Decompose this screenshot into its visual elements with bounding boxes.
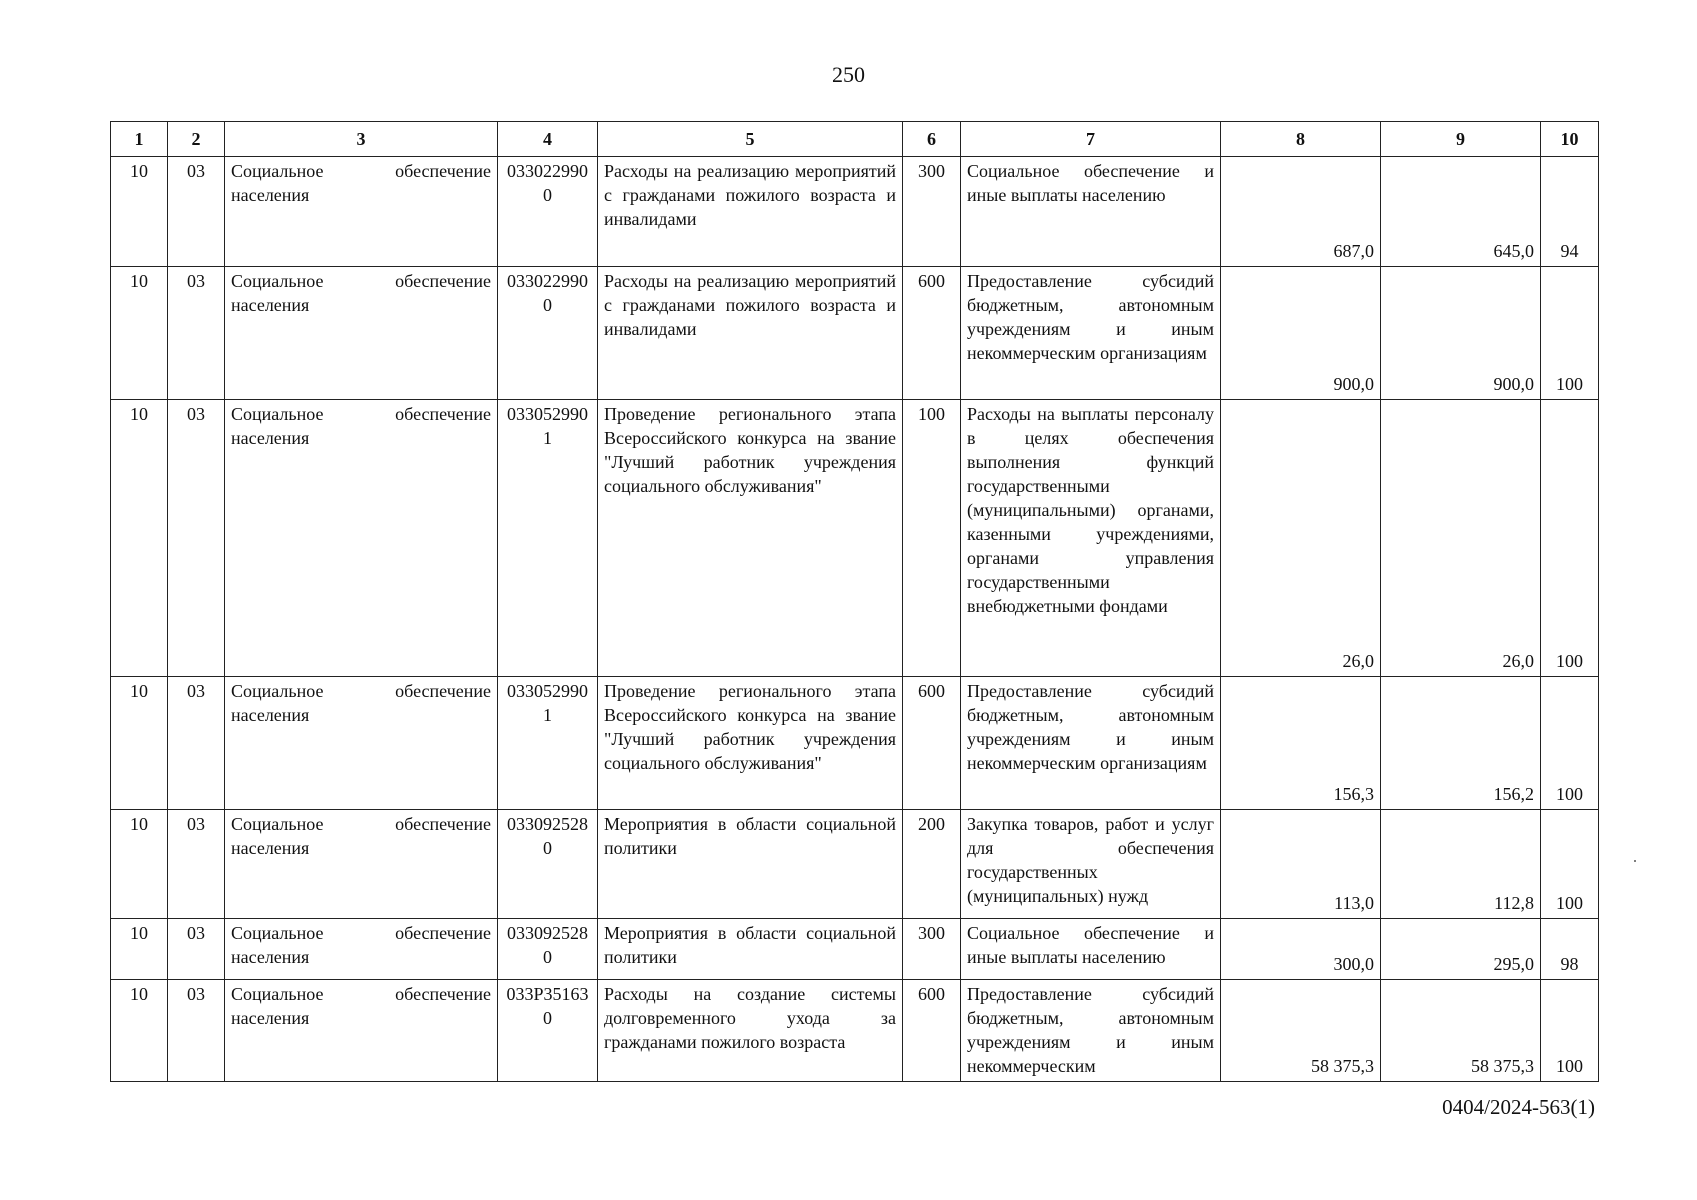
target-code-cell: 0330229900 <box>498 267 598 400</box>
planned-amount-cell: 26,0 <box>1221 400 1381 677</box>
actual-amount-cell: 645,0 <box>1381 157 1541 267</box>
expense-type-name-cell: Социальное обеспечение и иные выплаты населению <box>961 919 1221 980</box>
subsection-cell: 03 <box>168 810 225 919</box>
section-cell: 10 <box>111 677 168 810</box>
subsection-cell: 03 <box>168 919 225 980</box>
header-cell: 10 <box>1541 122 1599 157</box>
page-number: 250 <box>832 62 865 87</box>
section-cell: 10 <box>111 267 168 400</box>
actual-amount-cell: 26,0 <box>1381 400 1541 677</box>
subsection-cell: 03 <box>168 677 225 810</box>
actual-amount-cell: 156,2 <box>1381 677 1541 810</box>
section-cell: 10 <box>111 980 168 1082</box>
table-row <box>111 400 1599 677</box>
table-row <box>111 267 1599 400</box>
header-cell: 3 <box>225 122 498 157</box>
target-code-cell: 0330925280 <box>498 919 598 980</box>
planned-amount-cell: 113,0 <box>1221 810 1381 919</box>
section-cell: 10 <box>111 810 168 919</box>
subsection-cell: 03 <box>168 267 225 400</box>
table-row <box>111 157 1599 267</box>
table-row <box>111 677 1599 810</box>
expense-type-name-cell: Социальное обеспечение и иные выплаты населению <box>961 157 1221 267</box>
percent-cell: 98 <box>1541 919 1599 980</box>
header-cell: 9 <box>1381 122 1541 157</box>
percent-cell: 100 <box>1541 267 1599 400</box>
expense-type-code-cell: 600 <box>903 980 961 1082</box>
target-code-cell: 0330229900 <box>498 157 598 267</box>
subsection-cell: 03 <box>168 400 225 677</box>
expense-name-cell: Мероприятия в области социальной политики <box>598 810 903 919</box>
header-row <box>111 122 1599 157</box>
actual-amount-cell: 295,0 <box>1381 919 1541 980</box>
expense-name-cell: Расходы на реализацию мероприятий с гражданами пожилого возраста и инвалидами <box>598 157 903 267</box>
expense-name-cell: Расходы на создание системы долговременного ухода за гражданами пожилого возраста <box>598 980 903 1082</box>
section-name-cell: Социальное обеспечение населения <box>225 267 498 400</box>
planned-amount-cell: 300,0 <box>1221 919 1381 980</box>
section-name-cell: Социальное обеспечение населения <box>225 810 498 919</box>
scan-speck <box>1634 860 1636 862</box>
section-name-cell: Социальное обеспечение населения <box>225 157 498 267</box>
expense-type-code-cell: 300 <box>903 157 961 267</box>
header-cell: 5 <box>598 122 903 157</box>
expense-type-name-cell: Расходы на выплаты персоналу в целях обеспечения выполнения функций государственными (муниципальными) органами, казенными учреждениями, органами управления государственными внебюджетными фондами <box>961 400 1221 677</box>
section-cell: 10 <box>111 919 168 980</box>
percent-cell: 100 <box>1541 810 1599 919</box>
header-cell: 8 <box>1221 122 1381 157</box>
target-code-cell: 0330529901 <box>498 677 598 810</box>
planned-amount-cell: 900,0 <box>1221 267 1381 400</box>
table-row <box>111 810 1599 919</box>
percent-cell: 100 <box>1541 980 1599 1082</box>
actual-amount-cell: 900,0 <box>1381 267 1541 400</box>
expense-name-cell: Проведение регионального этапа Всероссийского конкурса на звание "Лучший работник учреждения социального обслуживания" <box>598 400 903 677</box>
subsection-cell: 03 <box>168 980 225 1082</box>
target-code-cell: 0330925280 <box>498 810 598 919</box>
planned-amount-cell: 687,0 <box>1221 157 1381 267</box>
planned-amount-cell: 156,3 <box>1221 677 1381 810</box>
expense-type-code-cell: 100 <box>903 400 961 677</box>
expense-name-cell: Проведение регионального этапа Всероссийского конкурса на звание "Лучший работник учреждения социального обслуживания" <box>598 677 903 810</box>
section-name-cell: Социальное обеспечение населения <box>225 919 498 980</box>
subsection-cell: 03 <box>168 157 225 267</box>
actual-amount-cell: 112,8 <box>1381 810 1541 919</box>
expense-name-cell: Расходы на реализацию мероприятий с гражданами пожилого возраста и инвалидами <box>598 267 903 400</box>
expense-name-cell: Мероприятия в области социальной политики <box>598 919 903 980</box>
section-cell: 10 <box>111 400 168 677</box>
expense-type-name-cell: Предоставление субсидий бюджетным, автономным учреждениям и иным некоммерческим организациям <box>961 677 1221 810</box>
header-cell: 4 <box>498 122 598 157</box>
header-cell: 7 <box>961 122 1221 157</box>
header-cell: 2 <box>168 122 225 157</box>
percent-cell: 94 <box>1541 157 1599 267</box>
expense-type-code-cell: 600 <box>903 677 961 810</box>
table-row <box>111 980 1599 1082</box>
planned-amount-cell: 58 375,3 <box>1221 980 1381 1082</box>
section-name-cell: Социальное обеспечение населения <box>225 677 498 810</box>
actual-amount-cell: 58 375,3 <box>1381 980 1541 1082</box>
table-row <box>111 919 1599 980</box>
percent-cell: 100 <box>1541 400 1599 677</box>
header-cell: 6 <box>903 122 961 157</box>
target-code-cell: 0330529901 <box>498 400 598 677</box>
document-code: 0404/2024-563(1) <box>1442 1095 1595 1119</box>
expense-type-name-cell: Закупка товаров, работ и услуг для обеспечения государственных (муниципальных) нужд <box>961 810 1221 919</box>
expense-type-code-cell: 300 <box>903 919 961 980</box>
header-cell: 1 <box>111 122 168 157</box>
expense-type-name-cell: Предоставление субсидий бюджетным, автономным учреждениям и иным некоммерческим <box>961 980 1221 1082</box>
target-code-cell: 033Р351630 <box>498 980 598 1082</box>
budget-table <box>110 121 1599 1082</box>
expense-type-code-cell: 200 <box>903 810 961 919</box>
section-cell: 10 <box>111 157 168 267</box>
section-name-cell: Социальное обеспечение населения <box>225 400 498 677</box>
expense-type-name-cell: Предоставление субсидий бюджетным, автономным учреждениям и иным некоммерческим организациям <box>961 267 1221 400</box>
percent-cell: 100 <box>1541 677 1599 810</box>
section-name-cell: Социальное обеспечение населения <box>225 980 498 1082</box>
expense-type-code-cell: 600 <box>903 267 961 400</box>
